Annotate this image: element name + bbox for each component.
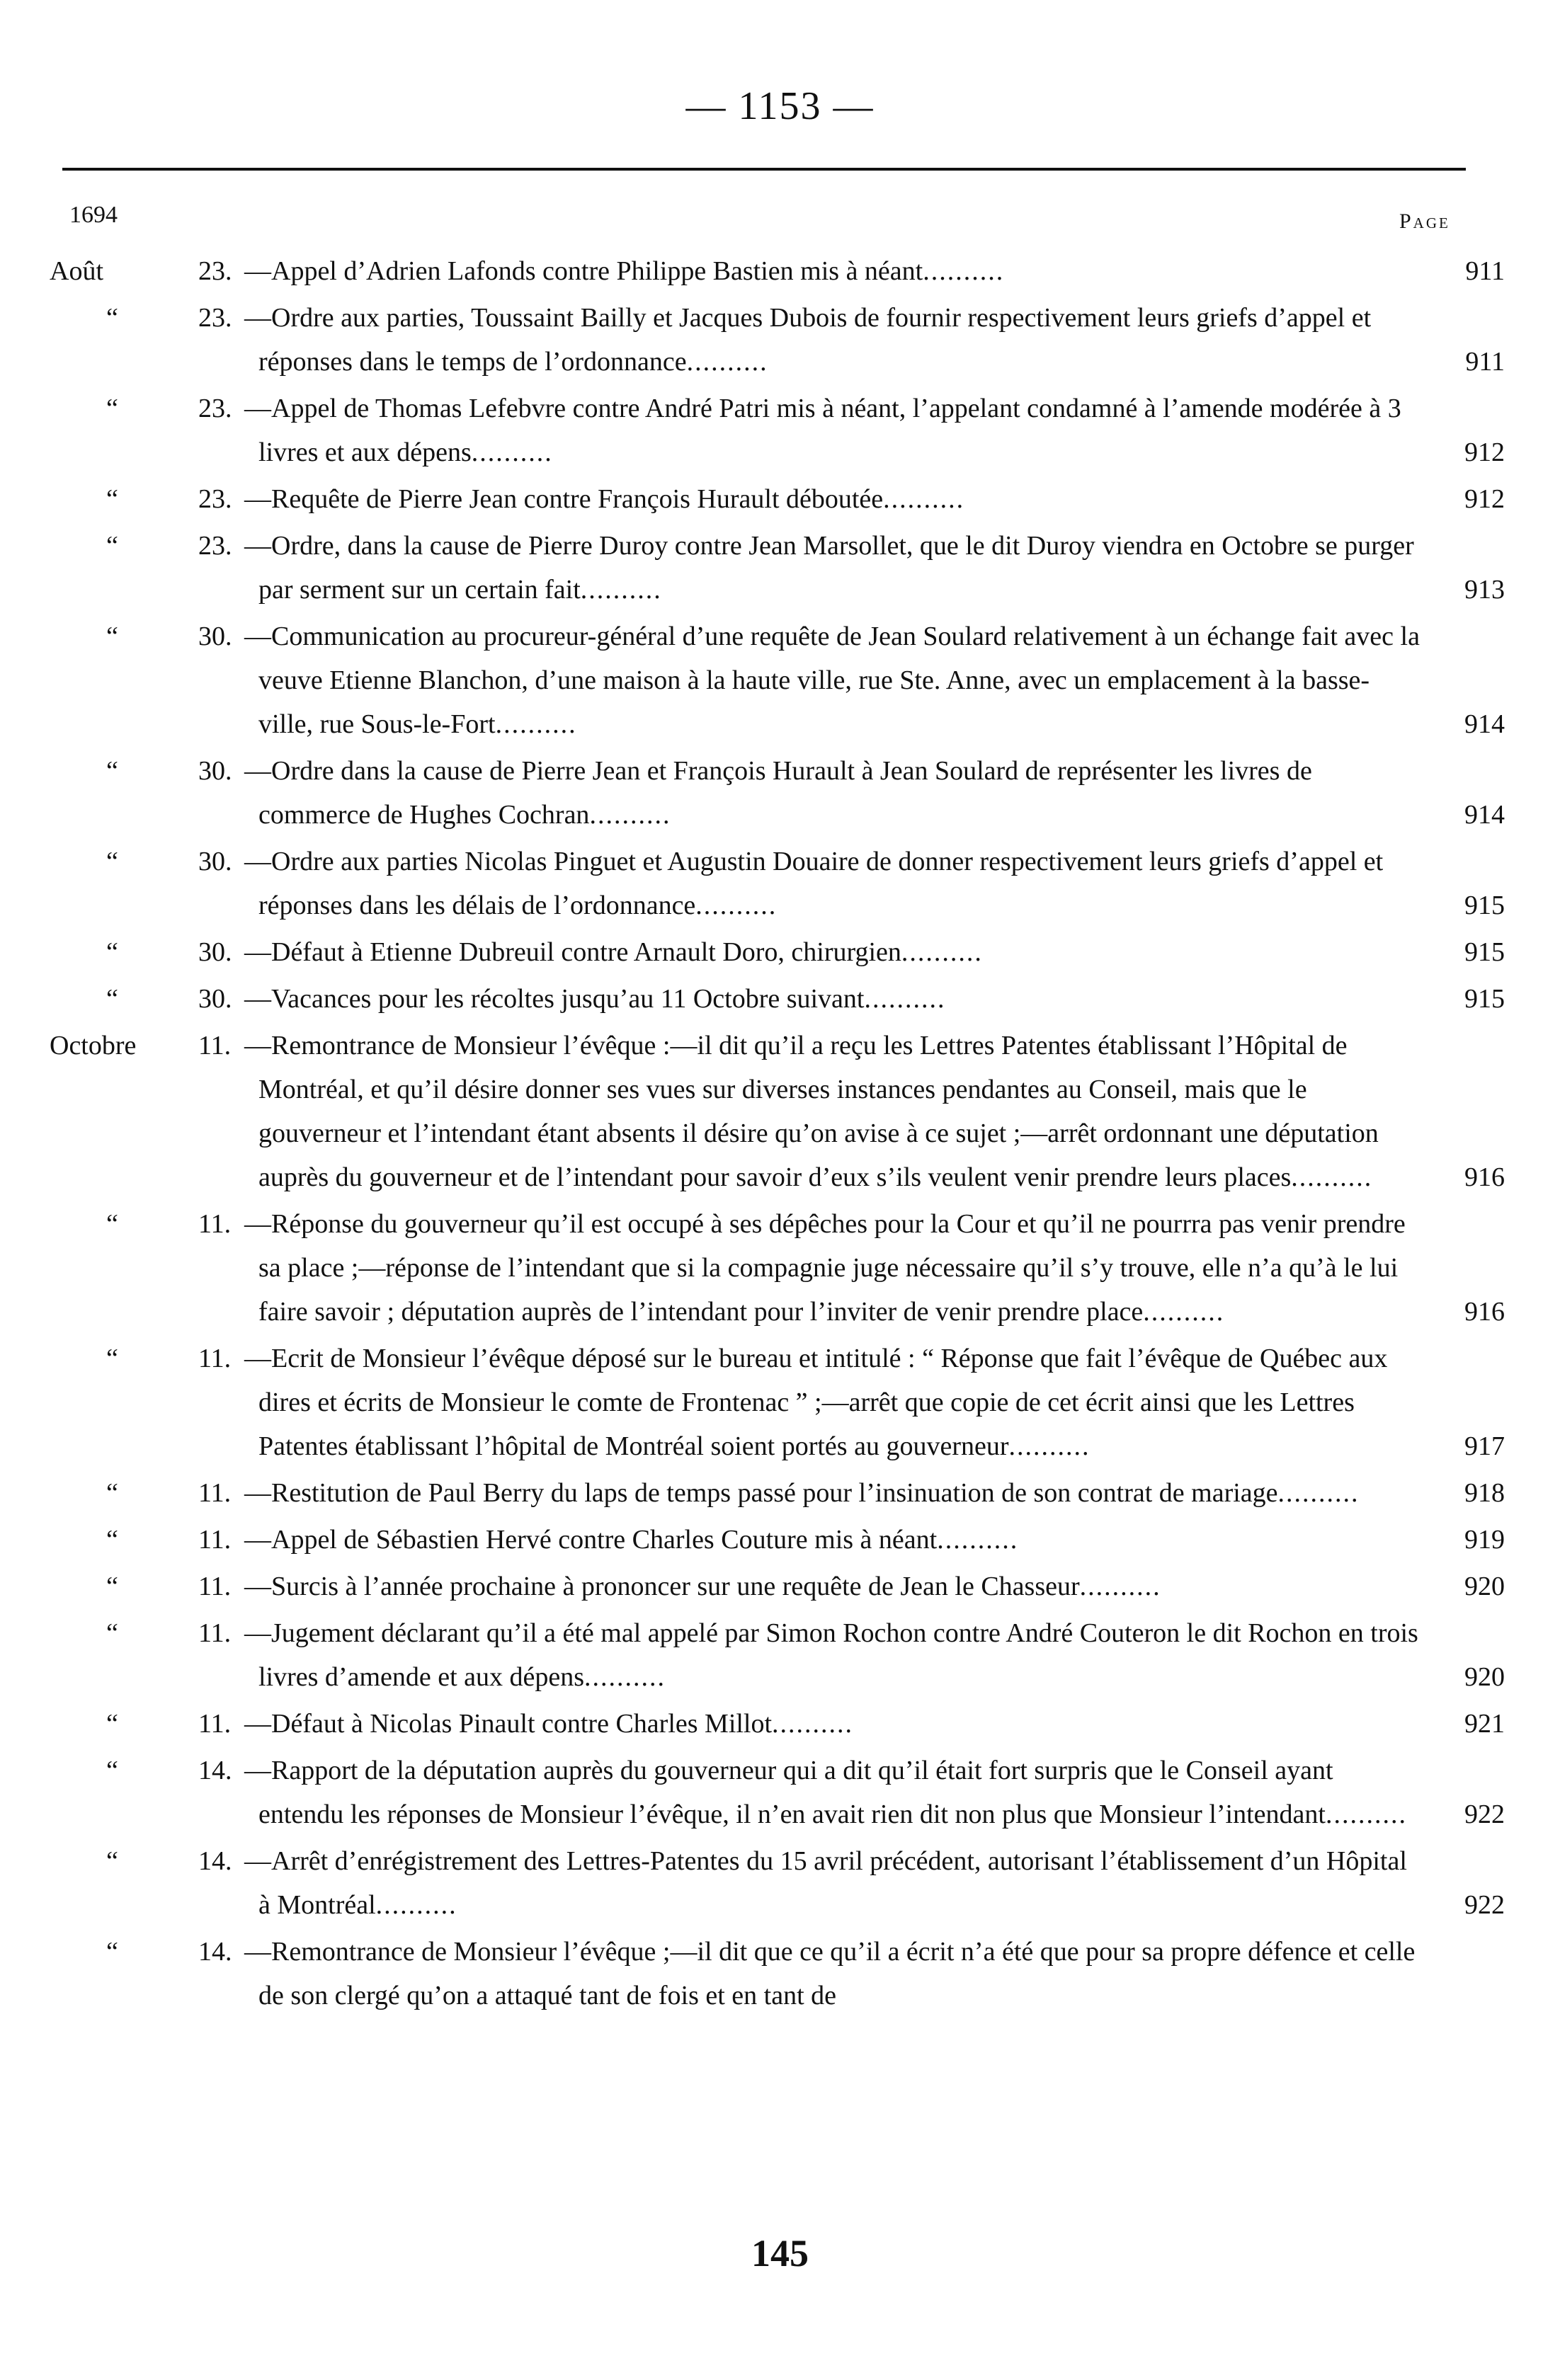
- entry-day: 14.: [198, 1756, 232, 1785]
- entry-text-block: [244, 614, 1423, 746]
- entry-day: 30.: [198, 847, 232, 876]
- entry-description: —Ordre dans la cause de Pierre Jean et François Hurault à Jean Soulard de représenter les livres de commerce de Hughes Cochran: [244, 756, 1312, 830]
- dot-leader: ..........: [471, 437, 553, 467]
- index-entry: [0, 1024, 1560, 1199]
- index-entry: [0, 614, 1560, 746]
- entry-description: —Vacances pour les récoltes jusqu’au 11 Octobre suivant: [244, 984, 865, 1014]
- entry-text-block: [244, 1518, 1423, 1562]
- entry-ditto-mark: “: [106, 1572, 118, 1601]
- entry-description: —Remontrance de Monsieur l’évêque :—il dit qu’il a reçu les Lettres Patentes établissant l’Hôpital de Montréal, et qu’il désire donner ses vues sur diverses instances pendantes au Conseil, mais que le gouverneur et l’intendant étant absents il désire qu’on avise à ce sujet ;—arrêt ordonnant une députation auprès du gouverneur et de l’intendant pour savoir d’eux s’ils veulent venir prendre leurs places: [244, 1031, 1379, 1192]
- entry-day: 11.: [198, 1525, 232, 1555]
- entry-text-block: [244, 1930, 1423, 2018]
- index-entry: [0, 1702, 1560, 1746]
- entry-ditto-mark: “: [106, 1344, 118, 1373]
- entry-text-block: [244, 524, 1423, 612]
- entry-page-ref: 912: [1464, 484, 1505, 514]
- entry-ditto-mark: “: [106, 1209, 118, 1239]
- entry-ditto-mark: “: [106, 937, 118, 967]
- entry-description: —Jugement déclarant qu’il a été mal appelé par Simon Rochon contre André Couteron le dit Rochon en trois livres d’amende et aux dépens: [244, 1618, 1418, 1692]
- entry-day: 11.: [198, 1478, 232, 1508]
- entry-ditto-mark: “: [106, 1478, 118, 1508]
- entry-ditto-mark: “: [106, 484, 118, 514]
- entry-description: —Ordre aux parties, Toussaint Bailly et Jacques Dubois de fournir respectivement leurs griefs d’appel et réponses dans le temps de l’ordonnance: [244, 303, 1372, 377]
- entry-day: 23.: [198, 256, 232, 286]
- index-entries: [0, 249, 1560, 2020]
- entry-text-block: [244, 930, 1423, 974]
- index-entry: [0, 477, 1560, 521]
- header-rule: [62, 168, 1466, 171]
- entry-ditto-mark: “: [106, 303, 118, 333]
- entry-day: 30.: [198, 622, 232, 651]
- dot-leader: ..........: [1325, 1800, 1407, 1829]
- entry-ditto-mark: “: [106, 1618, 118, 1648]
- entry-page-ref: 912: [1464, 437, 1505, 467]
- entry-day: 23.: [198, 484, 232, 514]
- entry-text-block: [244, 1337, 1423, 1468]
- entry-page-ref: 919: [1464, 1525, 1505, 1555]
- entry-day: 11.: [198, 1618, 232, 1648]
- dot-leader: ..........: [937, 1525, 1019, 1555]
- entry-ditto-mark: “: [106, 1937, 118, 1967]
- entry-description: —Rapport de la députation auprès du gouverneur qui a dit qu’il était fort surpris que le Conseil ayant entendu les réponses de Monsieur l’évêque, il n’en avait rien dit non plus que Monsieur l’intendant: [244, 1756, 1333, 1829]
- entry-description: —Restitution de Paul Berry du laps de temps passé pour l’insinuation de son contrat de mariage: [244, 1478, 1278, 1508]
- index-entry: [0, 1839, 1560, 1927]
- entry-page-ref: 911: [1465, 256, 1505, 286]
- dot-leader: ..........: [580, 575, 662, 605]
- index-entry: [0, 1518, 1560, 1562]
- entry-description: —Remontrance de Monsieur l’évêque ;—il dit que ce qu’il a écrit n’a été que pour sa propre défence et celle de son clergé qu’on a attaqué tant de fois et en tant de: [244, 1937, 1416, 2010]
- dot-leader: ..........: [1008, 1431, 1091, 1461]
- entry-page-ref: 913: [1464, 575, 1505, 605]
- entry-ditto-mark: “: [106, 531, 118, 561]
- entry-text-block: [244, 1611, 1423, 1699]
- entry-day: 14.: [198, 1937, 232, 1967]
- entry-day: 11.: [198, 1572, 232, 1601]
- index-entry: [0, 1202, 1560, 1334]
- entry-page-ref: 918: [1464, 1478, 1505, 1508]
- sheet-number: 145: [751, 2232, 809, 2275]
- dot-leader: ..........: [1291, 1162, 1373, 1192]
- dot-leader: ..........: [695, 891, 778, 920]
- entry-page-ref: 915: [1464, 937, 1505, 967]
- entry-day: 11.: [198, 1031, 232, 1060]
- dot-leader: ..........: [883, 484, 965, 514]
- entry-text-block: [244, 1471, 1423, 1515]
- index-entry: [0, 1337, 1560, 1468]
- entry-page-ref: 915: [1464, 891, 1505, 920]
- entry-text-block: [244, 1024, 1423, 1199]
- entry-description: —Défaut à Nicolas Pinault contre Charles Millot: [244, 1709, 773, 1739]
- entry-text-block: [244, 1702, 1423, 1746]
- index-entry: [0, 1749, 1560, 1836]
- entry-text-block: [244, 387, 1423, 474]
- entry-month: Octobre: [50, 1031, 137, 1060]
- entry-page-ref: 920: [1464, 1662, 1505, 1692]
- entry-ditto-mark: “: [106, 394, 118, 423]
- entry-day: 14.: [198, 1846, 232, 1876]
- entry-day: 30.: [198, 756, 232, 786]
- entry-ditto-mark: “: [106, 1756, 118, 1785]
- dot-leader: ..........: [495, 709, 577, 739]
- entry-day: 23.: [198, 394, 232, 423]
- index-entry: [0, 1564, 1560, 1608]
- entry-page-ref: 914: [1464, 709, 1505, 739]
- index-entry: [0, 1930, 1560, 2018]
- dot-leader: ..........: [686, 347, 768, 377]
- entry-text-block: [244, 977, 1423, 1021]
- dot-leader: ..........: [1079, 1572, 1161, 1601]
- entry-day: 23.: [198, 303, 232, 333]
- dot-leader: ..........: [772, 1709, 854, 1739]
- entry-day: 11.: [198, 1344, 232, 1373]
- index-entry: [0, 249, 1560, 293]
- entry-page-ref: 911: [1465, 347, 1505, 377]
- dot-leader: ..........: [901, 937, 983, 967]
- entry-text-block: [244, 249, 1423, 293]
- entry-text-block: [244, 749, 1423, 837]
- dot-leader: ..........: [1143, 1297, 1225, 1327]
- entry-description: —Appel d’Adrien Lafonds contre Philippe Bastien mis à néant: [244, 256, 923, 286]
- index-entry: [0, 977, 1560, 1021]
- entry-page-ref: 916: [1464, 1162, 1505, 1192]
- page-column-label: Page: [1399, 210, 1450, 233]
- entry-day: 30.: [198, 937, 232, 967]
- index-entry: [0, 749, 1560, 837]
- entry-ditto-mark: “: [106, 1709, 118, 1739]
- entry-description: —Requête de Pierre Jean contre François Hurault déboutée: [244, 484, 884, 514]
- entry-description: —Défaut à Etienne Dubreuil contre Arnault Doro, chirurgien: [244, 937, 901, 967]
- entry-description: —Ordre, dans la cause de Pierre Duroy contre Jean Marsollet, que le dit Duroy viendra en Octobre se purger par serment sur un certain fait: [244, 531, 1414, 605]
- index-entry: [0, 930, 1560, 974]
- entry-description: —Communication au procureur-général d’une requête de Jean Soulard relativement à un échange fait avec la veuve Etienne Blanchon, d’une maison à la haute ville, rue Ste. Anne, avec un emplacement à la basse-ville, rue Sous-le-Fort: [244, 622, 1420, 739]
- entry-description: —Ecrit de Monsieur l’évêque déposé sur le bureau et intitulé : “ Réponse que fait l’évêque de Québec aux dires et écrits de Monsieur le comte de Frontenac ” ;—arrêt que copie de cet écrit ainsi que les Lettres Patentes établissant l’hôpital de Montréal soient portés au gouverneur: [244, 1344, 1388, 1461]
- entry-text-block: [244, 477, 1423, 521]
- entry-description: —Arrêt d’enrégistrement des Lettres-Patentes du 15 avril précédent, autorisant l’établissement d’un Hôpital à Montréal: [244, 1846, 1407, 1920]
- index-entry: [0, 296, 1560, 384]
- entry-ditto-mark: “: [106, 622, 118, 651]
- entry-description: —Réponse du gouverneur qu’il est occupé à ses dépêches pour la Cour et qu’il ne pourrra pas venir prendre sa place ;—réponse de l’intendant que si la compagnie juge nécessaire qu’il s’y trouve, elle n’a qu’à le lui faire savoir ; députation auprès de l’intendant pour l’inviter de venir prendre place: [244, 1209, 1406, 1327]
- dot-leader: ..........: [589, 800, 671, 830]
- index-entry: [0, 1471, 1560, 1515]
- dot-leader: ..........: [923, 256, 1005, 286]
- dot-leader: ..........: [375, 1890, 457, 1920]
- entry-page-ref: 922: [1464, 1800, 1505, 1829]
- index-entry: [0, 387, 1560, 474]
- entry-description: —Appel de Sébastien Hervé contre Charles Couture mis à néant: [244, 1525, 938, 1555]
- entry-text-block: [244, 1564, 1423, 1608]
- entry-ditto-mark: “: [106, 1525, 118, 1555]
- index-entry: [0, 1611, 1560, 1699]
- entry-page-ref: 921: [1464, 1709, 1505, 1739]
- entry-ditto-mark: “: [106, 984, 118, 1014]
- dot-leader: ..........: [1277, 1478, 1360, 1508]
- entry-ditto-mark: “: [106, 756, 118, 786]
- page-number: — 1153 —: [685, 84, 875, 128]
- entry-text-block: [244, 1202, 1423, 1334]
- entry-page-ref: 917: [1464, 1431, 1505, 1461]
- entry-day: 11.: [198, 1709, 232, 1739]
- entry-page-ref: 914: [1464, 800, 1505, 830]
- dot-leader: ..........: [864, 984, 946, 1014]
- index-entry: [0, 840, 1560, 927]
- entry-ditto-mark: “: [106, 847, 118, 876]
- entry-ditto-mark: “: [106, 1846, 118, 1876]
- year-label: 1694: [69, 202, 118, 228]
- entry-text-block: [244, 296, 1423, 384]
- entry-day: 11.: [198, 1209, 232, 1239]
- entry-text-block: [244, 1839, 1423, 1927]
- entry-page-ref: 920: [1464, 1572, 1505, 1601]
- entry-day: 23.: [198, 531, 232, 561]
- entry-page-ref: 922: [1464, 1890, 1505, 1920]
- entry-description: —Appel de Thomas Lefebvre contre André Patri mis à néant, l’appelant condamné à l’amende modérée à 3 livres et aux dépens: [244, 394, 1401, 467]
- entry-text-block: [244, 1749, 1423, 1836]
- entry-text-block: [244, 840, 1423, 927]
- entry-page-ref: 916: [1464, 1297, 1505, 1327]
- entry-description: —Ordre aux parties Nicolas Pinguet et Augustin Douaire de donner respectivement leurs griefs d’appel et réponses dans les délais de l’ordonnance: [244, 847, 1384, 920]
- dot-leader: ..........: [584, 1662, 666, 1692]
- entry-month: Août: [50, 256, 103, 286]
- entry-description: —Surcis à l’année prochaine à prononcer sur une requête de Jean le Chasseur: [244, 1572, 1080, 1601]
- index-entry: [0, 524, 1560, 612]
- entry-page-ref: 915: [1464, 984, 1505, 1014]
- entry-day: 30.: [198, 984, 232, 1014]
